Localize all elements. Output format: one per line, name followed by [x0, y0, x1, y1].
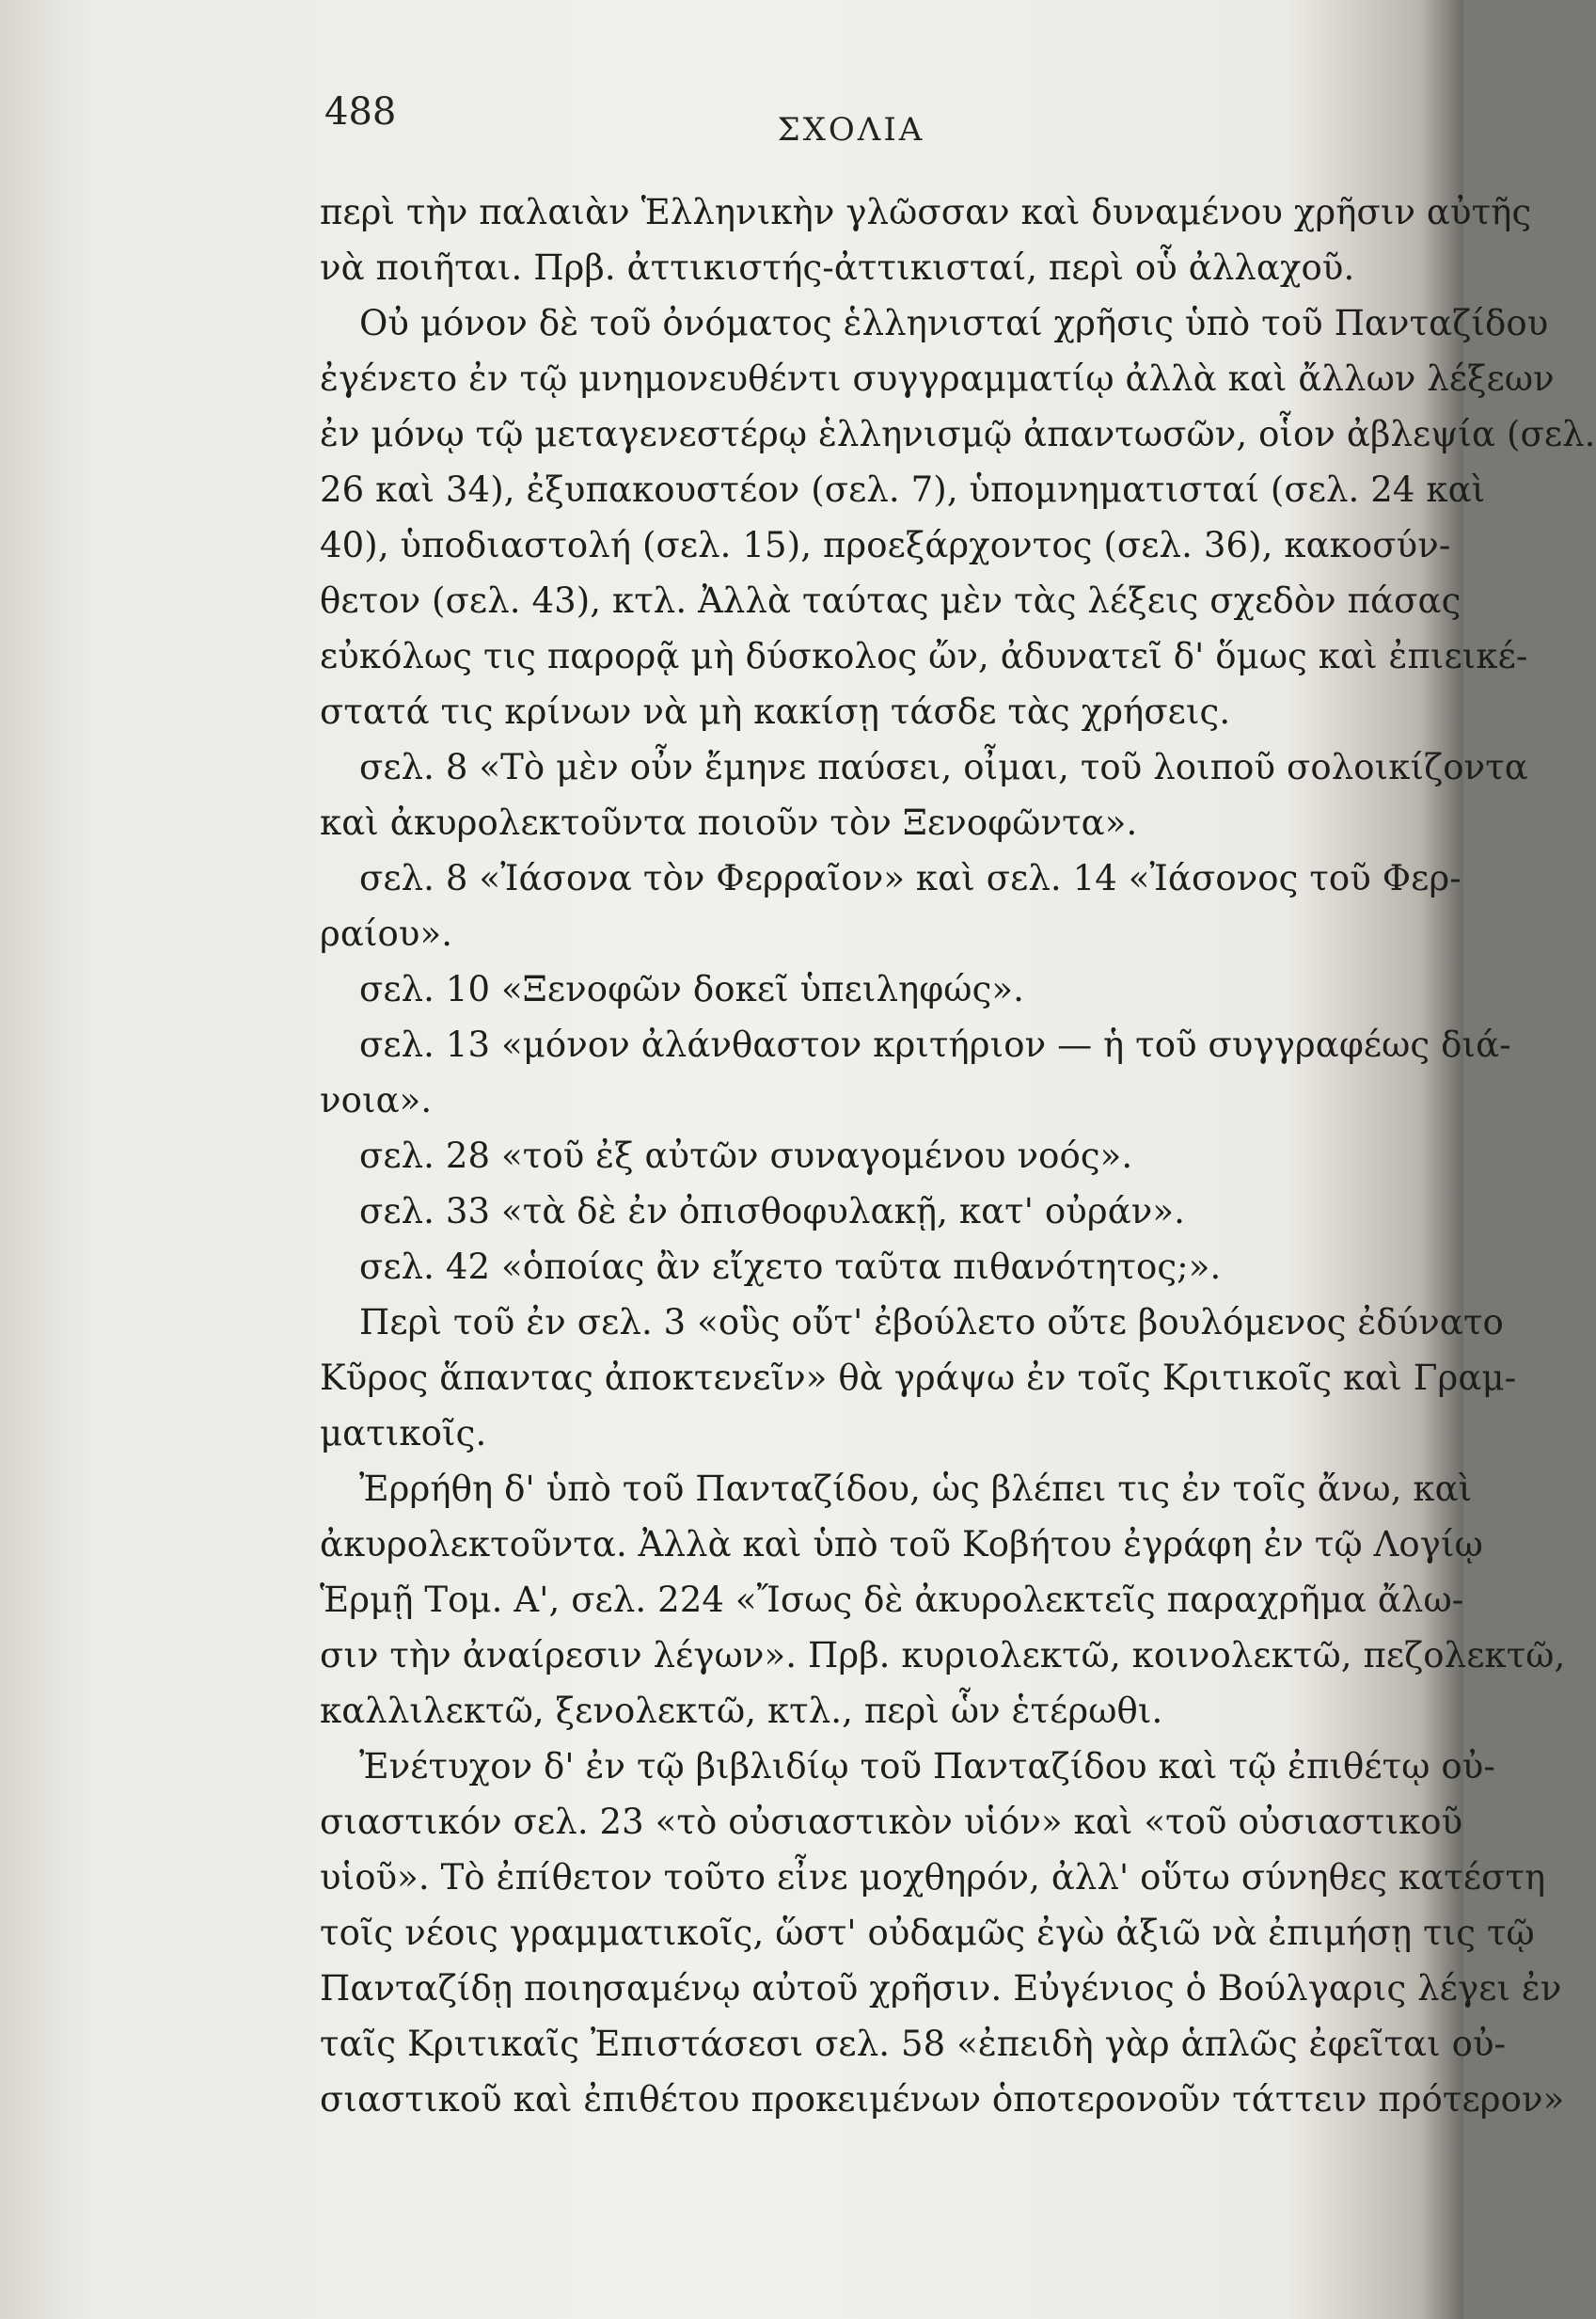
body-text — [320, 184, 1596, 2127]
text-line: ματικοῖς. — [320, 1413, 487, 1453]
text-line: θετον (σελ. 43), κτλ. Ἀλλὰ ταύτας μὲν τὰς λέξεις σχεδὸν πάσας — [320, 580, 1462, 621]
text-line: στατά τις κρίνων νὰ μὴ κακίσῃ τάσδε τὰς χρήσεις. — [320, 691, 1231, 732]
text-line: Περὶ τοῦ ἐν σελ. 3 «οὓς οὔτ' ἐβούλετο οὔτε βουλόμενος ἐδύνατο — [359, 1302, 1504, 1342]
text-line: νοια». — [320, 1080, 433, 1120]
text-line: Οὐ μόνον δὲ τοῦ ὀνόματος ἑλληνισταί χρῆσις ὑπὸ τοῦ Πανταζίδου — [359, 303, 1549, 343]
text-line: Κῦρος ἅπαντας ἀποκτενεῖν» θὰ γράψω ἐν τοῖς Κριτικοῖς καὶ Γραμ- — [320, 1358, 1517, 1398]
text-line: Ἑρμῇ Τομ. Α', σελ. 224 «Ἴσως δὲ ἀκυρολεκτεῖς παραχρῆμα ἄλω- — [320, 1580, 1464, 1620]
text-line: σελ. 42 «ὁποίας ἂν εἴχετο ταῦτα πιθανότητος;». — [359, 1247, 1222, 1287]
text-line: υἱοῦ». Τὸ ἐπίθετον τοῦτο εἶνε μοχθηρόν, ἀλλ' οὕτω σύνηθες κατέστη — [320, 1857, 1546, 1898]
text-line: σιαστικόν σελ. 23 «τὸ οὐσιαστικὸν υἱόν» καὶ «τοῦ οὐσιαστικοῦ — [320, 1802, 1463, 1842]
text-line: Ἐνέτυχον δ' ἐν τῷ βιβλιδίῳ τοῦ Πανταζίδου καὶ τῷ ἐπιθέτῳ οὐ- — [359, 1746, 1495, 1787]
text-line: σελ. 8 «Ἰάσονα τὸν Φερραῖον» καὶ σελ. 14 «Ἰάσονος τοῦ Φερ- — [359, 858, 1462, 898]
text-line: τοῖς νέοις γραμματικοῖς, ὥστ' οὐδαμῶς ἐγὼ ἀξιῶ νὰ ἐπιμήσῃ τις τῷ — [320, 1913, 1535, 1953]
page-number: 488 — [324, 90, 397, 134]
text-line: καλλιλεκτῶ, ξενολεκτῶ, κτλ., περὶ ὧν ἑτέρωθι. — [320, 1691, 1163, 1731]
text-line: περὶ τὴν παλαιὰν Ἑλληνικὴν γλῶσσαν καὶ δυναμένου χρῆσιν αὐτῆς — [320, 192, 1532, 232]
text-line: σελ. 33 «τὰ δὲ ἐν ὀπισθοφυλακῇ, κατ' οὐράν». — [359, 1191, 1185, 1231]
text-line: σιν τὴν ἀναίρεσιν λέγων». Πρβ. κυριολεκτῶ, κοινολεκτῶ, πεζολεκτῶ, — [320, 1635, 1566, 1676]
text-line: ραίου». — [320, 913, 453, 954]
text-line: σελ. 28 «τοῦ ἐξ αὐτῶν συναγομένου νοός». — [359, 1136, 1133, 1176]
text-line: 26 καὶ 34), ἐξυπακουστέον (σελ. 7), ὑπομνηματισταί (σελ. 24 καὶ — [320, 469, 1486, 510]
text-line: ἐγένετο ἐν τῷ μνημονευθέντι συγγραμματίῳ ἀλλὰ καὶ ἄλλων λέξεων — [320, 358, 1555, 399]
text-line: σελ. 10 «Ξενοφῶν δοκεῖ ὑπειληφώς». — [359, 969, 1024, 1009]
text-line: Ἐρρήθη δ' ὑπὸ τοῦ Πανταζίδου, ὡς βλέπει τις ἐν τοῖς ἄνω, καὶ — [359, 1469, 1473, 1509]
text-line: ταῖς Κριτικαῖς Ἐπιστάσεσι σελ. 58 «ἐπειδὴ γὰρ ἁπλῶς ἐφεῖται οὐ- — [320, 2024, 1507, 2064]
text-line: σελ. 8 «Τὸ μὲν οὖν ἔμηνε παύσει, οἶμαι, τοῦ λοιποῦ σολοικίζοντα — [359, 747, 1528, 787]
text-line: σελ. 13 «μόνον ἀλάνθαστον κριτήριον — ἡ τοῦ συγγραφέως διά- — [359, 1024, 1511, 1065]
text-line: ἐν μόνῳ τῷ μεταγενεστέρῳ ἑλληνισμῷ ἀπαντωσῶν, οἷον ἀβλεψία (σελ. — [320, 414, 1596, 454]
text-line: ἀκυρολεκτοῦντα. Ἀλλὰ καὶ ὑπὸ τοῦ Κοβήτου ἐγράφη ἐν τῷ Λογίῳ — [320, 1524, 1483, 1565]
text-line: σιαστικοῦ καὶ ἐπιθέτου προκειμένων ὁποτερονοῦν τάττειν πρότερον» — [320, 2079, 1565, 2120]
text-line: Πανταζίδῃ ποιησαμένῳ αὐτοῦ χρῆσιν. Εὐγένιος ὁ Βούλγαρις λέγει ἐν — [320, 1968, 1562, 2009]
text-line: καὶ ἀκυρολεκτοῦντα ποιοῦν τὸν Ξενοφῶντα». — [320, 802, 1138, 843]
running-title: ΣΧΟΛΙΑ — [777, 111, 925, 149]
text-line: 40), ὑποδιαστολή (σελ. 15), προεξάρχοντος (σελ. 36), κακοσύν- — [320, 525, 1451, 565]
text-line: νὰ ποιῆται. Πρβ. ἀττικιστής-ἀττικισταί, περὶ οὗ ἀλλαχοῦ. — [320, 247, 1355, 288]
text-line: εὐκόλως τις παρορᾷ μὴ δύσκολος ὤν, ἀδυνατεῖ δ' ὅμως καὶ ἐπιεικέ- — [320, 636, 1528, 676]
running-head — [324, 90, 1378, 147]
